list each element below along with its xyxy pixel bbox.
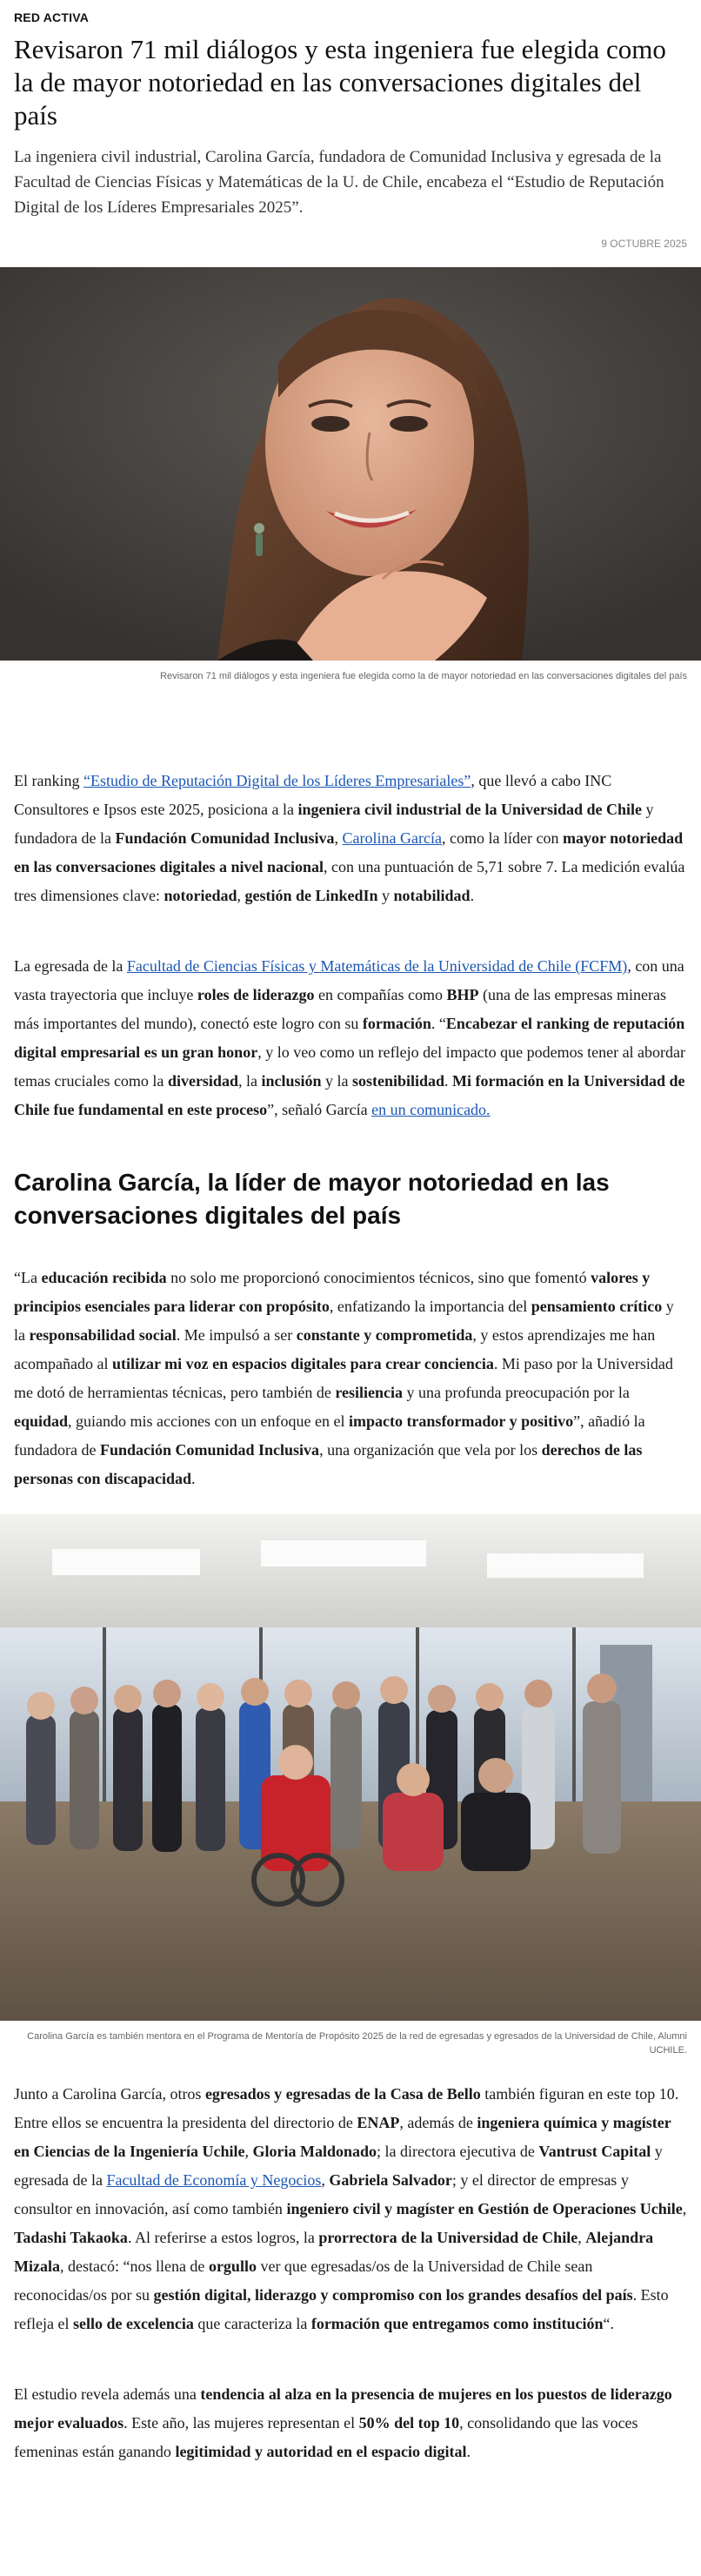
bold-run: impacto transformador y positivo — [348, 1412, 574, 1430]
group-photo — [0, 1514, 701, 2021]
text-run: , — [237, 887, 245, 904]
bold-run: ingeniero civil y magíster en Gestión de Operaciones Uchile — [286, 2200, 683, 2217]
text-run: Junto a Carolina García, otros — [14, 2085, 205, 2103]
text-run: , una organización que vela por los — [319, 1441, 542, 1459]
text-run: ”, señaló García — [267, 1101, 372, 1118]
bold-run: gestión de LinkedIn — [244, 887, 378, 904]
bold-run: Fundación Comunidad Inclusiva — [115, 829, 335, 847]
bold-run: prorrectora de la Universidad de Chile — [318, 2229, 578, 2246]
bold-run: Fundación Comunidad Inclusiva — [99, 1441, 320, 1459]
bold-run: diversidad — [167, 1072, 238, 1090]
text-run: , — [334, 829, 343, 847]
bold-run: mayor notoriedad en las conversaciones digitales a nivel nacional — [14, 829, 684, 875]
ranking-study-link[interactable]: “Estudio de Reputación Digital de los Líderes Empresariales” — [83, 772, 471, 789]
text-run: . Esto refleja el — [14, 2286, 669, 2332]
text-run: , además de — [399, 2114, 477, 2131]
paragraph-1 — [14, 767, 687, 910]
text-run: . — [466, 2443, 471, 2460]
fcfm-link[interactable]: Facultad de Ciencias Físicas y Matemáticas de la Universidad de Chile (FCFM) — [126, 957, 628, 975]
text-run: ver que egresadas/os de la Universidad de Chile sean reconocidas/os por su — [14, 2257, 593, 2304]
bold-run: Encabezar el ranking de reputación digital empresarial es un gran honor — [14, 1015, 685, 1061]
bold-run: ingeniera química y magíster en Ciencias de la Ingeniería Uchile — [14, 2114, 671, 2160]
section-kicker[interactable]: RED ACTIVA — [14, 10, 89, 24]
bold-run: orgullo — [208, 2257, 257, 2275]
bold-run: BHP — [446, 986, 479, 1003]
bold-run: Tadashi Takaoka — [14, 2229, 128, 2246]
bold-run: formación — [362, 1015, 431, 1032]
bold-run: Vantrust Capital — [538, 2143, 651, 2160]
text-run: ”, añadió la fundadora de — [14, 1412, 645, 1459]
bold-run: sostenibilidad — [352, 1072, 445, 1090]
bold-run: Gloria Maldonado — [252, 2143, 377, 2160]
bold-run: Mi formación en la Universidad de Chile fue fundamental en este proceso — [14, 1072, 685, 1118]
publish-date: 9 OCTUBRE 2025 — [601, 238, 687, 250]
bold-run: Gabriela Salvador — [329, 2171, 452, 2189]
bold-run: derechos de las personas con discapacidad — [14, 1441, 643, 1487]
bold-run: responsabilidad social — [29, 1326, 177, 1344]
text-run: y la — [321, 1072, 352, 1090]
text-run: , la — [237, 1072, 262, 1090]
bold-run: ENAP — [357, 2114, 400, 2131]
group-illustration — [0, 1514, 701, 2021]
text-run: , — [682, 2200, 687, 2217]
bold-run: 50% del top 10 — [358, 2414, 460, 2432]
bold-run: notoriedad — [164, 887, 237, 904]
bold-run: sello de excelencia — [72, 2315, 194, 2332]
text-run: . Este año, las mujeres representan el — [124, 2414, 359, 2432]
bold-run: roles de liderazgo — [197, 986, 315, 1003]
text-run: , guiando mis acciones con un enfoque en el — [68, 1412, 349, 1430]
paragraph-2 — [14, 952, 687, 1124]
text-run: no solo me proporcionó conocimientos técnicos, sino que fomentó — [166, 1269, 591, 1286]
bold-run: formación que entregamos como institución — [310, 2315, 604, 2332]
text-run: , consolidando que las voces femeninas están ganando — [14, 2414, 638, 2460]
text-run: , — [577, 2229, 586, 2246]
bold-run: inclusión — [261, 1072, 322, 1090]
text-run: “La — [14, 1269, 42, 1286]
text-run: El estudio revela además una — [14, 2385, 201, 2403]
text-run: también figuran en este top 10. Entre ellos se encuentra la presidenta del directorio de — [14, 2085, 679, 2131]
text-run: , con una puntuación de 5,71 sobre 7. La medición evalúa tres dimensiones clave: — [14, 858, 685, 904]
text-run: en compañías como — [314, 986, 447, 1003]
bold-run: tendencia al alza en la presencia de mujeres en los puestos de liderazgo mejor evaluados — [14, 2385, 672, 2432]
text-run: . — [470, 887, 475, 904]
bold-run: egresados y egresadas de la Casa de Bello — [204, 2085, 481, 2103]
text-run: , destacó: “nos llena de — [59, 2257, 209, 2275]
text-run: , que llevó a cabo INC Consultores e Ipsos este 2025, posiciona a la — [14, 772, 612, 818]
text-run: , y lo veo como un reflejo del impacto que podemos tener al abordar temas cruciales como la — [14, 1043, 686, 1090]
text-run: que caracteriza la — [193, 2315, 311, 2332]
text-run: , como la líder con — [442, 829, 563, 847]
article-body-2 — [0, 1264, 701, 1493]
text-run: , — [244, 2143, 253, 2160]
text-run: ; la directora ejecutiva de — [377, 2143, 539, 2160]
text-run: . Mi paso por la Universidad me dotó de herramientas técnicas, pero también de — [14, 1355, 673, 1401]
article-body — [0, 767, 701, 1124]
hero-caption: Revisaron 71 mil diálogos y esta ingeniera fue elegida como la de mayor notoriedad en las conversaciones digitales del país — [160, 671, 687, 681]
bold-run: notabilidad — [393, 887, 471, 904]
press-release-link[interactable]: en un comunicado. — [371, 1101, 491, 1118]
paragraph-3 — [14, 1264, 687, 1493]
group-photo-caption: Carolina García es también mentora en el Programa de Mentoría de Propósito 2025 de la red de egresadas y egresados de la Universidad de Chile, Alumni UCHILE. — [27, 2031, 687, 2056]
text-run: El ranking — [14, 772, 83, 789]
paragraph-4 — [14, 2080, 687, 2338]
bold-run: valores y principios esenciales para liderar con propósito — [14, 1269, 651, 1315]
hero-photo — [0, 267, 701, 661]
text-run: La egresada de la — [14, 957, 127, 975]
text-run: , enfatizando la importancia del — [329, 1298, 531, 1315]
article-lead: La ingeniera civil industrial, Carolina García, fundadora de Comunidad Inclusiva y egresada de la Facultad de Ciencias Físicas y Matemáticas de la U. de Chile, encabeza el “Estudio de Reputación Digital de los Líderes Empresariales 2025”. — [14, 148, 664, 217]
text-run: y — [377, 887, 394, 904]
text-run: y la — [14, 1298, 674, 1344]
bold-run: utilizar mi voz en espacios digitales para crear conciencia — [111, 1355, 494, 1372]
bold-run: educación recibida — [41, 1269, 167, 1286]
text-run: , con una vasta trayectoria que incluye — [14, 957, 684, 1003]
text-run: . — [444, 1072, 453, 1090]
text-run: y una profunda preocupación por la — [403, 1384, 630, 1401]
text-run: , y estos aprendizajes me han acompañado al — [14, 1326, 656, 1372]
bold-run: ingeniera civil industrial de la Universidad de Chile — [297, 801, 642, 818]
text-run: y fundadora de la — [14, 801, 654, 847]
bold-run: pensamiento crítico — [531, 1298, 663, 1315]
text-run: , — [321, 2171, 330, 2189]
fen-link[interactable]: Facultad de Economía y Negocios — [106, 2171, 322, 2189]
text-run: . Me impulsó a ser — [176, 1326, 297, 1344]
article-body-3 — [0, 2080, 701, 2466]
text-run: “. — [603, 2315, 614, 2332]
paragraph-5 — [14, 2380, 687, 2466]
bold-run: equidad — [14, 1412, 69, 1430]
text-run: . Al referirse a estos logros, la — [127, 2229, 319, 2246]
bold-run: legitimidad y autoridad en el espacio digital — [175, 2443, 467, 2460]
text-run: ; y el director de empresas y consultor en innovación, así como también — [14, 2171, 629, 2217]
text-run: (una de las empresas mineras más importantes del mundo), conectó este logro con su — [14, 986, 666, 1032]
bold-run: Alejandra Mizala — [14, 2229, 654, 2275]
article-title: Revisaron 71 mil diálogos y esta ingeniera fue elegida como la de mayor notoriedad en las conversaciones digitales del país — [14, 34, 666, 131]
carolina-garcia-link[interactable]: Carolina García — [342, 829, 442, 847]
text-run: . “ — [431, 1015, 446, 1032]
bold-run: gestión digital, liderazgo y compromiso con los grandes desafíos del país — [153, 2286, 633, 2304]
portrait-illustration — [0, 267, 701, 661]
section-subheading: Carolina García, la líder de mayor notoriedad en las conversaciones digitales del país — [14, 1169, 610, 1229]
text-run: y egresada de la — [14, 2143, 663, 2189]
bold-run: constante y comprometida — [296, 1326, 473, 1344]
bold-run: resiliencia — [335, 1384, 404, 1401]
text-run: . — [191, 1470, 196, 1487]
